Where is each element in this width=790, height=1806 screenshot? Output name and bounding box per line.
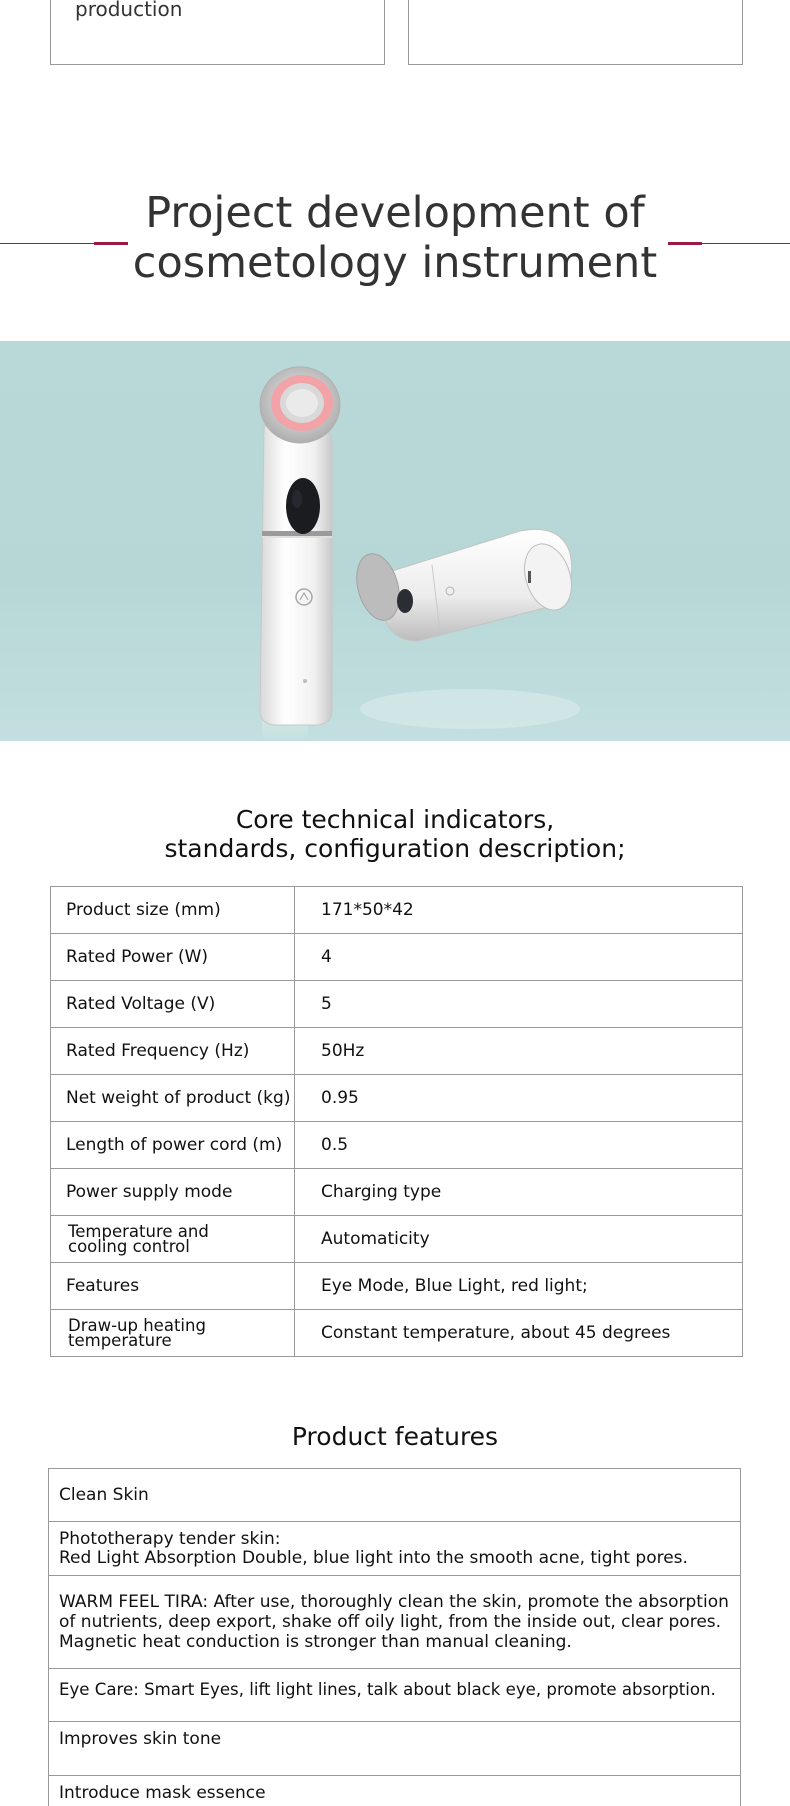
spec-value: Eye Mode, Blue Light, red light; <box>295 1263 743 1310</box>
spec-label: Power supply mode <box>51 1169 295 1216</box>
feature-line: Improves skin tone <box>59 1729 222 1749</box>
feature-line: Phototherapy tender skin: <box>59 1528 281 1549</box>
lying-device <box>350 529 580 641</box>
specs-title-line2: standards, configuration description; <box>164 834 626 863</box>
table-row <box>49 1722 741 1776</box>
table-row <box>51 1028 743 1075</box>
feature-line: of nutrients, deep export, shake off oily light, from the inside out, clear pores. <box>59 1612 722 1632</box>
table-row <box>51 1122 743 1169</box>
table-row <box>49 1776 741 1806</box>
feature-line: Introduce mask essence <box>59 1783 266 1803</box>
standing-device <box>260 367 340 725</box>
feature-line: Red Light Absorption Double, blue light into the smooth acne, tight pores. <box>59 1547 688 1568</box>
spec-label: Rated Voltage (V) <box>51 981 295 1028</box>
feature-cell <box>49 1669 741 1722</box>
table-row <box>51 1075 743 1122</box>
top-card-right <box>408 0 743 65</box>
spec-label-line2: cooling control <box>68 1237 190 1256</box>
spec-label <box>51 1216 295 1263</box>
section-title-line1: Project development of <box>145 188 645 238</box>
spec-label: Product size (mm) <box>51 887 295 934</box>
spec-value: 4 <box>295 934 743 981</box>
spec-label: Features <box>51 1263 295 1310</box>
table-row <box>51 1216 743 1263</box>
features-table <box>48 1468 741 1806</box>
feature-line: Magnetic heat conduction is stronger than manual cleaning. <box>59 1632 572 1652</box>
feature-cell <box>49 1522 741 1576</box>
specs-title-line1: Core technical indicators, <box>235 805 555 834</box>
product-illustration <box>0 341 790 741</box>
specs-title <box>0 805 790 863</box>
spec-value: 0.95 <box>295 1075 743 1122</box>
spec-value: 5 <box>295 981 743 1028</box>
table-row <box>49 1522 741 1576</box>
table-row <box>51 1263 743 1310</box>
features-title: Product features <box>291 1422 499 1451</box>
spec-value: Automaticity <box>295 1216 743 1263</box>
title-accent-left <box>94 242 128 245</box>
table-row <box>49 1576 741 1669</box>
spec-label: Rated Frequency (Hz) <box>51 1028 295 1075</box>
feature-line: WARM FEEL TIRA: After use, thoroughly clean the skin, promote the absorption <box>59 1592 729 1612</box>
section-title <box>130 188 660 288</box>
spec-label-line1: Draw-up heating <box>68 1316 206 1335</box>
product-banner <box>0 341 790 741</box>
lying-reflection <box>360 689 580 729</box>
specs-table <box>50 886 743 1357</box>
table-row <box>49 1669 741 1722</box>
spec-value: Constant temperature, about 45 degrees <box>295 1310 743 1357</box>
spec-value: 171*50*42 <box>295 887 743 934</box>
spec-label: Net weight of product (kg) <box>51 1075 295 1122</box>
feature-line: Clean Skin <box>59 1484 149 1505</box>
top-card-left-text: production <box>75 0 183 21</box>
feature-cell <box>49 1722 741 1776</box>
section-title-line2: cosmetology instrument <box>132 238 658 288</box>
feature-cell <box>49 1776 741 1806</box>
spec-label <box>51 1310 295 1357</box>
feature-cell <box>49 1576 741 1669</box>
table-row <box>51 981 743 1028</box>
spec-value: Charging type <box>295 1169 743 1216</box>
table-row <box>51 1310 743 1357</box>
spec-label: Length of power cord (m) <box>51 1122 295 1169</box>
feature-line: Eye Care: Smart Eyes, lift light lines, talk about black eye, promote absorption. <box>59 1680 716 1699</box>
table-row <box>51 1169 743 1216</box>
title-accent-right <box>668 242 702 245</box>
table-row <box>49 1469 741 1522</box>
spec-value: 0.5 <box>295 1122 743 1169</box>
spec-label-line2: temperature <box>68 1331 172 1350</box>
table-row <box>51 934 743 981</box>
spec-label-line1: Temperature and <box>68 1222 209 1241</box>
spec-label: Rated Power (W) <box>51 934 295 981</box>
table-row <box>51 887 743 934</box>
spec-value: 50Hz <box>295 1028 743 1075</box>
feature-cell <box>49 1469 741 1522</box>
top-card-left <box>50 0 385 65</box>
